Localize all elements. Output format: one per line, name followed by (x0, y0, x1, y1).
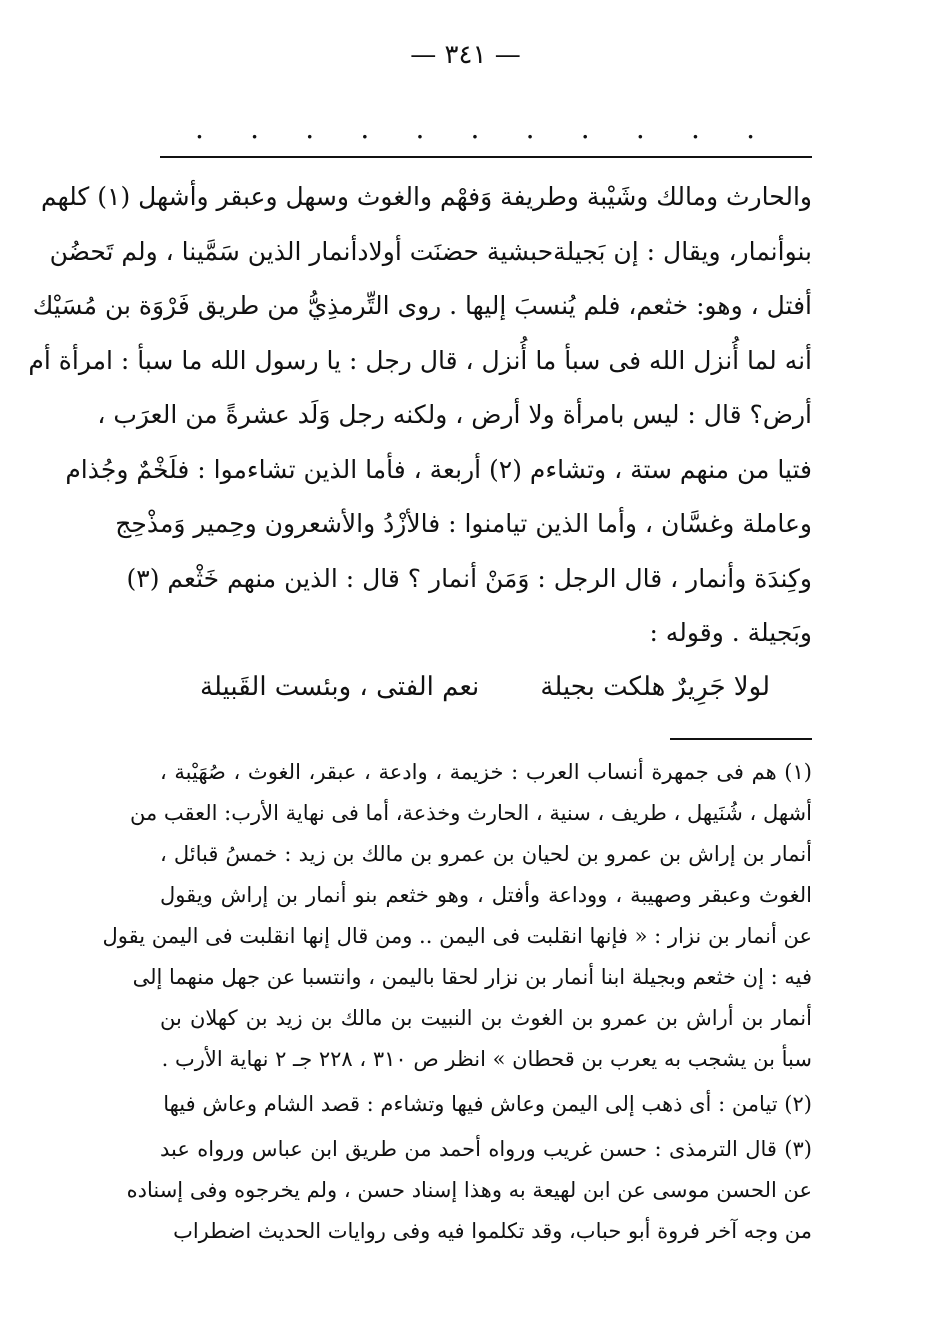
ornament-dots-row (195, 112, 755, 145)
footnote-line: أنمار بن أراش بن عمرو بن الغوث بن النبيت بن مالك بن زيد بن كهلان بن (160, 1006, 812, 1030)
footnote-line: عن الحسن موسى عن ابن لهيعة به وهذا إسناد حسن ، ولم يخرجوه وفى إسناده (126, 1178, 812, 1202)
footnote-line: الغوث وعبقر وصهيبة ، ووداعة وأفتل ، وهو خثعم بنو أنمار بن إراش ويقول (160, 883, 812, 907)
header-rule (160, 156, 812, 158)
text-line: أفتل ، وهو: خثعم، فلم يُنسبَ إليها . روى التِّرمذِيُّ من طريق فَرْوَة بن مُسَيْك (32, 291, 812, 320)
ornament-dot: . (635, 112, 645, 145)
ornament-dot: . (580, 112, 590, 145)
footnote-rule (670, 738, 812, 740)
ornament-dot: . (250, 112, 260, 145)
verse-first-hemistich: لولا جَرِيرٌ هلكت بجيلة (540, 672, 770, 702)
text-line: وعاملة وغسَّان ، وأما الذين تيامنوا : فالأزْدُ والأشعرون وحِمير وَمذْحِج (115, 509, 812, 538)
text-line: فتيا من منهم ستة ، وتشاءم (٢) أربعة ، فأما الذين تشاءموا : فلَخْمٌ وجُذام (65, 454, 812, 484)
text-line: وبَجيلة . وقوله : (649, 618, 812, 647)
footnote-line: عن أنمار بن نزار : « فإنها انقلبت فى اليمن .. ومن قال إنها انقلبت فى اليمن يقول (102, 924, 812, 948)
text-line: والحارث ومالك وشَيْبة وطريفة وَفهْم والغوث وسهل وعبقر وأشهل (١) كلهم (40, 182, 812, 211)
text-line: أنه لما أُنزل الله فى سبأ ما أُنزل ، قال رجل : يا رسول الله ما سبأ : امرأة أم (28, 345, 812, 375)
footnote-line: فيه : إن خثعم وبجيلة ابنا أنمار بن نزار لحقا باليمن ، وانتسبا عن جهل منهما إلى (132, 965, 812, 989)
footnote (126, 1129, 812, 1252)
main-text (28, 170, 812, 661)
footnote-line: (٢) تيامن : أى ذهب إلى اليمن وعاش فيها وتشاءم : قصد الشام وعاش فيها (163, 1092, 812, 1116)
ornament-dot: . (470, 112, 480, 145)
footnote-line: أنمار بن إراش بن عمرو بن لحيان بن عمرو بن مالك بن زيد : خمسُ قبائل ، (160, 842, 812, 866)
footnote-line: أشهل ، شُنَيهل ، طريف ، سنية ، الحارث وخذعة، أما فى نهاية الأرب: العقب من (129, 801, 812, 825)
ornament-dot: . (415, 112, 425, 145)
ornament-dot: . (746, 112, 755, 145)
footnote-line: سبأ بن يشجب به يعرب بن قحطان » انظر ص ٣١٠ ، ٢٢٨ جـ ٢ نهاية الأرب . (161, 1047, 812, 1071)
ornament-dot: . (525, 112, 535, 145)
footnote-line: (٣) قال الترمذى : حسن غريب ورواه أحمد من طريق ابن عباس ورواه عبد (160, 1137, 812, 1161)
poetry-verse (200, 672, 770, 702)
footnote-line: (١) هم فى جمهرة أنساب العرب : خزيمة ، وادعة ، عبقر، الغوث ، صُهَيْبة ، (160, 760, 812, 784)
footnote-line: من وجه آخر فروة أبو حباب، وقد تكلموا فيه وفى روايات الحديث اضطراب (173, 1219, 812, 1243)
page-number: — ٣٤١ — (410, 40, 521, 70)
footnote (160, 1084, 812, 1125)
verse-second-hemistich: نعم الفتى ، وبئست القَبيلة (200, 672, 480, 702)
text-line: أرض؟ قال : ليس بامرأة ولا أرض ، ولكنه رجل وَلَد عشرةً من العرَب ، (97, 400, 812, 429)
ornament-dot: . (690, 112, 700, 145)
text-line: بنوأنمار، ويقال : إن بَجيلةحبشية حضنَت أولادأنمار الذين سَمَّينا ، ولم تَحضُن (49, 236, 812, 266)
ornament-dot: . (360, 112, 370, 145)
text-line: وكِندَة وأنمار ، قال الرجل : وَمَنْ أنمار ؟ قال : الذين منهم خَثْعم (٣) (126, 563, 812, 593)
footnote (102, 752, 812, 1080)
ornament-dot: . (305, 112, 315, 145)
footnotes (102, 752, 812, 1256)
ornament-dot: . (195, 112, 204, 145)
